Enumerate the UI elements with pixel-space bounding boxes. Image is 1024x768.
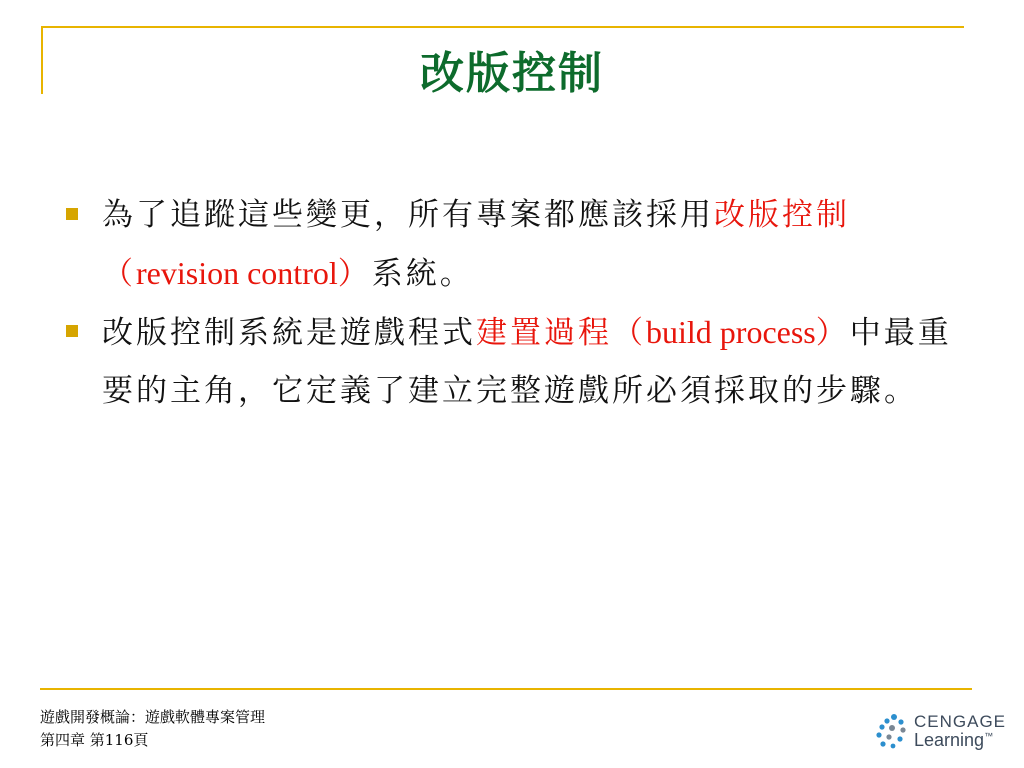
- highlight-term-latin: build process: [646, 314, 816, 350]
- bullet-item-1: [66, 186, 966, 303]
- highlight-term: 建置過程（: [476, 315, 646, 351]
- highlight-term-latin: revision control: [136, 255, 338, 291]
- highlight-term: 改版控制（: [102, 197, 850, 292]
- square-bullet-icon: [66, 325, 78, 337]
- cengage-dots-icon: [874, 712, 910, 750]
- square-bullet-icon: [66, 208, 78, 220]
- frame-bottom-line: [40, 688, 972, 690]
- bullet-text-2: 改版控制系統是遊戲程式建置過程（build process）中最重要的主角，它定義了建立完整遊戲所必須採取的步驟。: [102, 314, 952, 409]
- logo-sub-text: Learning™: [914, 730, 994, 750]
- logo-brand-text: CENGAGE: [914, 712, 1007, 731]
- footer: [40, 706, 265, 752]
- bullet-text-1: 為了追蹤這些變更，所有專案都應該採用改版控制（revision control）系統。: [102, 197, 850, 292]
- footer-page-info: 第四章 第116頁: [40, 731, 149, 749]
- bullet-list: [66, 186, 966, 420]
- footer-course-title: 遊戲開發概論：遊戲軟體專案管理: [40, 708, 266, 726]
- slide-title: 改版控制: [420, 48, 604, 99]
- frame-top-line: [41, 26, 964, 28]
- bullet-item-2: [66, 303, 966, 420]
- cengage-logo: [874, 710, 1014, 754]
